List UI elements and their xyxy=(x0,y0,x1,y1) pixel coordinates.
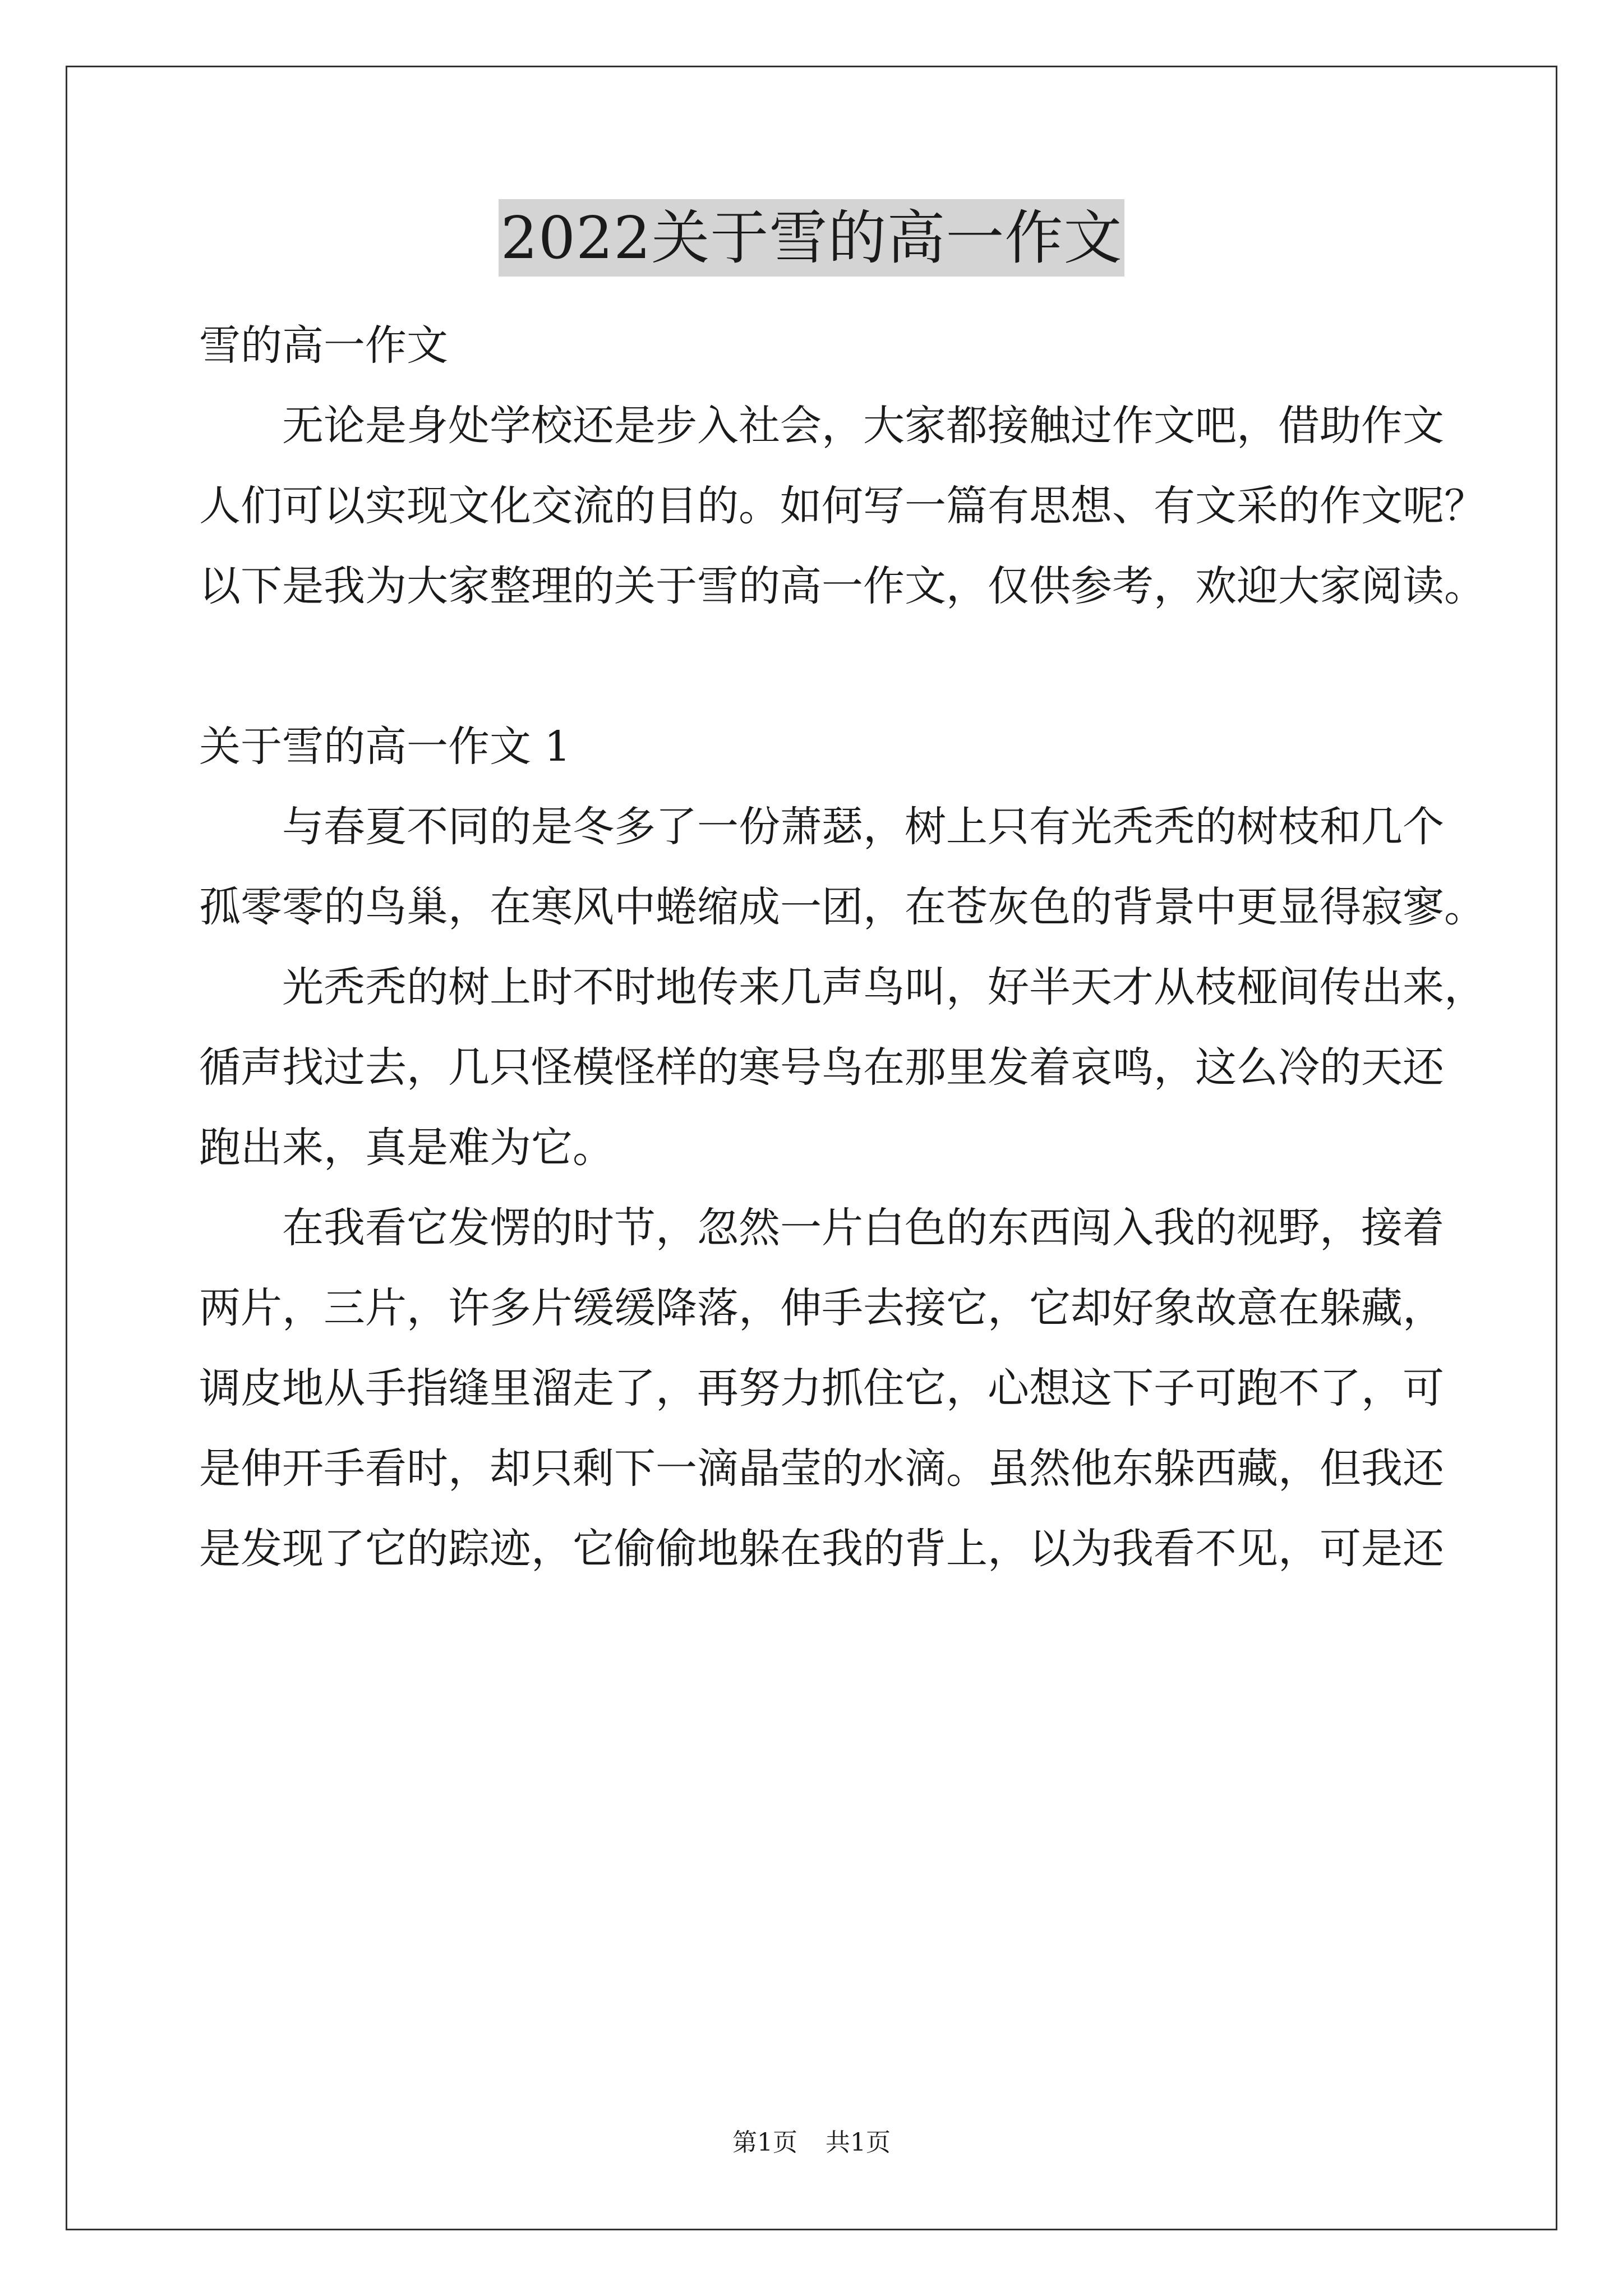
page-number: 第1页 xyxy=(732,2128,797,2157)
paragraph-line: 调皮地从手指缝里溜走了，再努力抓住它，心想这下子可跑不了，可 xyxy=(199,1364,1444,1412)
document-title: 2022关于雪的高一作文 xyxy=(499,199,1125,277)
paragraph-line: 跑出来，真是难为它。 xyxy=(199,1124,614,1172)
paragraph-line: 在我看它发愣的时节，忽然一片白色的东西闯入我的视野，接着 xyxy=(282,1204,1444,1252)
title-container xyxy=(0,199,1623,277)
paragraph-line: 与春夏不同的是冬多了一份萧瑟，树上只有光秃秃的树枝和几个 xyxy=(282,803,1444,851)
essay-heading: 关于雪的高一作文 1 xyxy=(199,723,571,771)
page-footer xyxy=(0,2126,1623,2160)
document-body xyxy=(199,306,1486,1589)
paragraph-line: 是发现了它的踪迹，它偷偷地躲在我的背上，以为我看不见，可是还 xyxy=(199,1525,1444,1573)
section-heading: 雪的高一作文 xyxy=(199,321,448,370)
paragraph-line: 孤零零的鸟巢，在寒风中蜷缩成一团，在苍灰色的背景中更显得寂寥。 xyxy=(199,883,1486,931)
blank-line xyxy=(199,627,1427,707)
intro-line: 人们可以实现文化交流的目的。如何写一篇有思想、有文采的作文呢？ xyxy=(199,482,1486,530)
paragraph-line: 是伸开手看时，却只剩下一滴晶莹的水滴。虽然他东躲西藏，但我还 xyxy=(199,1444,1444,1493)
paragraph-line: 光秃秃的树上时不时地传来几声鸟叫，好半天才从枝桠间传出来， xyxy=(282,963,1486,1011)
intro-line: 以下是我为大家整理的关于雪的高一作文，仅供参考，欢迎大家阅读。 xyxy=(199,562,1486,610)
paragraph-line: 循声找过去，几只怪模怪样的寒号鸟在那里发着哀鸣，这么冷的天还 xyxy=(199,1043,1444,1092)
paragraph-line: 两片，三片，许多片缓缓降落，伸手去接它，它却好象故意在躲藏， xyxy=(199,1284,1444,1332)
intro-line: 无论是身处学校还是步入社会，大家都接触过作文吧，借助作文 xyxy=(282,402,1444,450)
page-total: 共1页 xyxy=(826,2128,891,2157)
